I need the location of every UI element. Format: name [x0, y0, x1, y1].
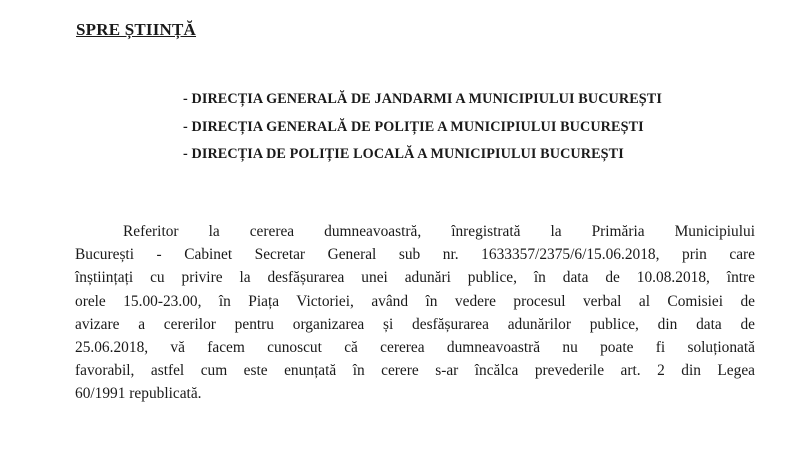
body-line: înștiințați cu privire la desfășurarea unei adunări publice, în data de 10.08.2018, între: [75, 269, 755, 287]
body-paragraph: [75, 220, 755, 406]
document-heading: SPRE ȘTIINȚĂ: [76, 20, 197, 39]
recipient-item: - DIRECȚIA GENERALĂ DE JANDARMI A MUNICIPIULUI BUCUREȘTI: [183, 91, 662, 107]
body-line: 25.06.2018, vă facem cunoscut că cererea dumneavoastră nu poate fi soluționată: [75, 339, 755, 357]
body-line: orele 15.00-23.00, în Piața Victoriei, având în vedere procesul verbal al Comisiei de: [75, 292, 755, 310]
recipient-item: - DIRECȚIA GENERALĂ DE POLIȚIE A MUNICIPIULUI BUCUREȘTI: [183, 118, 644, 135]
recipient-item: - DIRECȚIA DE POLIȚIE LOCALĂ A MUNICIPIULUI BUCUREȘTI: [183, 146, 624, 162]
body-line: 60/1991 republicată.: [75, 385, 202, 403]
body-line: avizare a cererilor pentru organizarea și desfășurarea adunărilor publice, din data de: [75, 315, 755, 333]
body-line: favorabil, astfel cum este enunțată în cerere s-ar încălca prevederile art. 2 din Legea: [75, 362, 755, 380]
body-line: București - Cabinet Secretar General sub nr. 1633357/2375/6/15.06.2018, prin care: [75, 246, 755, 264]
recipient-list: [183, 86, 662, 169]
body-line: Referitor la cererea dumneavoastră, înregistrată la Primăria Municipiului: [123, 223, 755, 240]
